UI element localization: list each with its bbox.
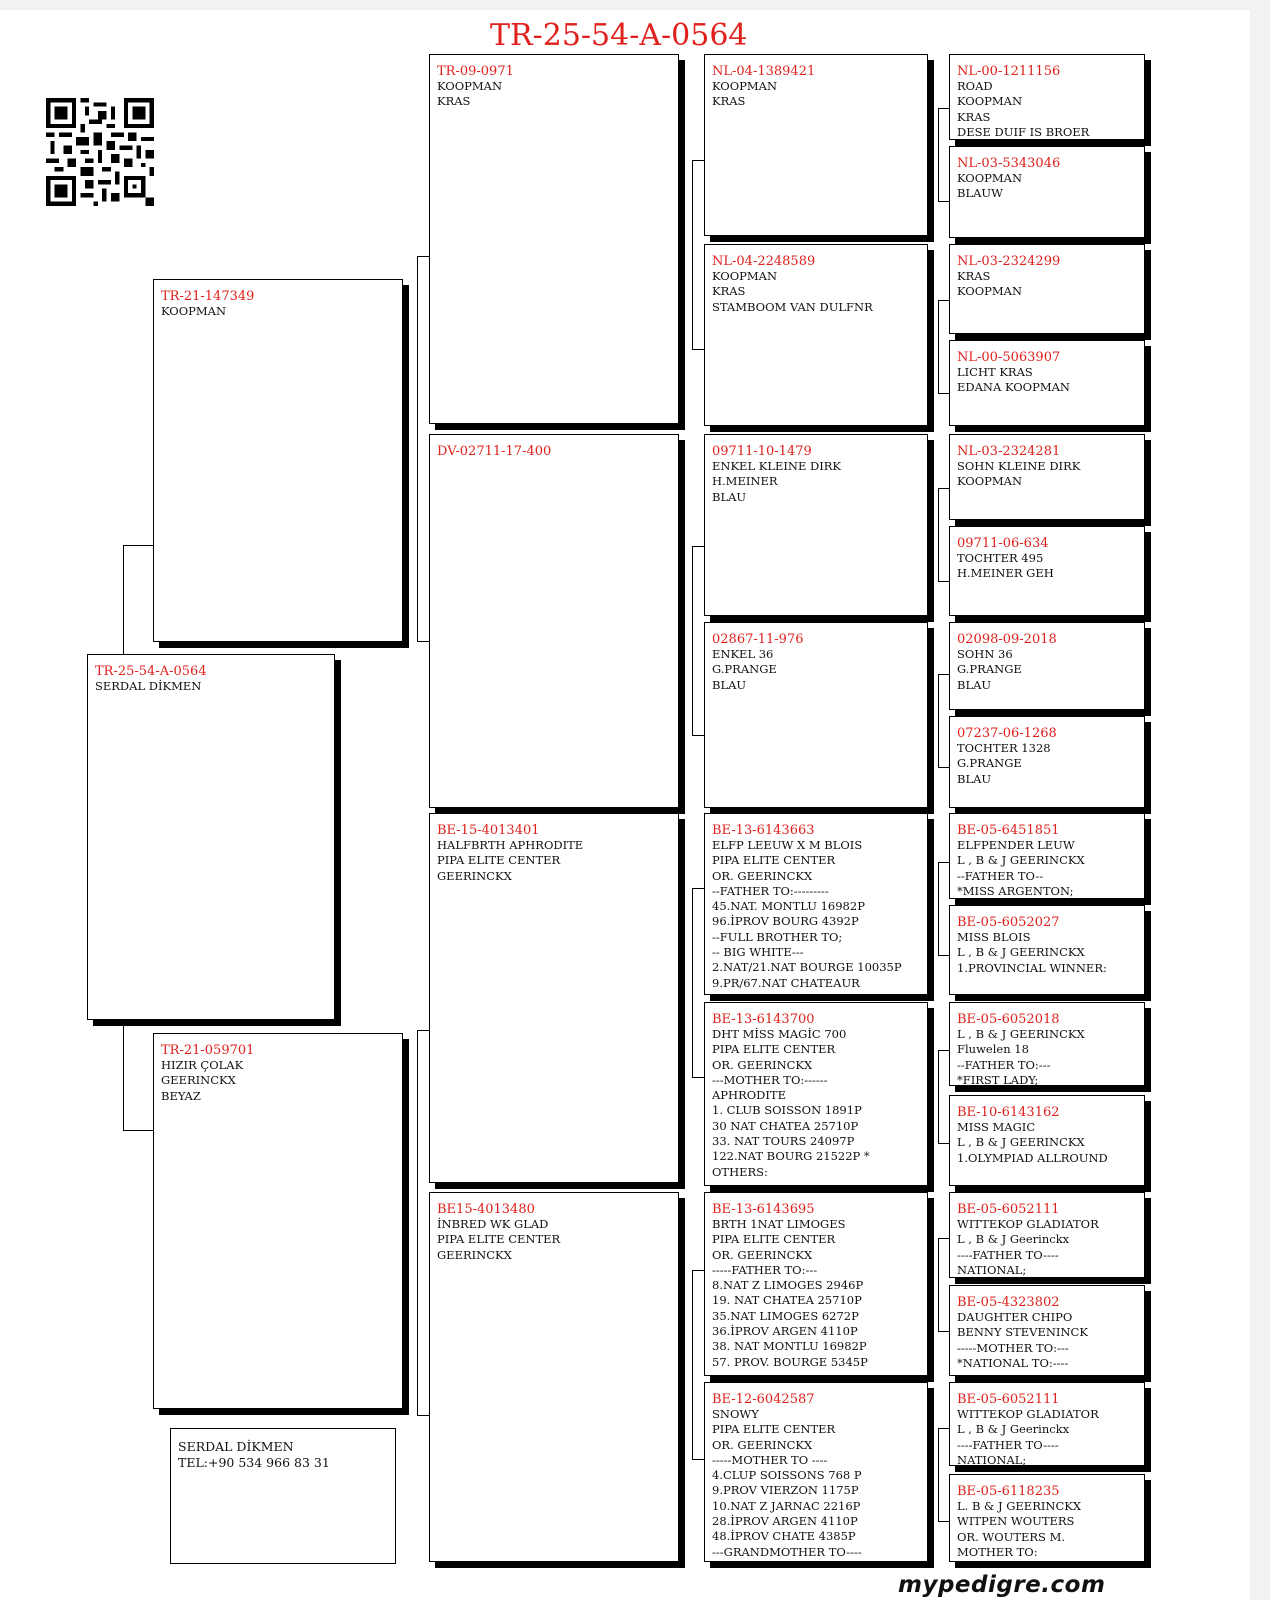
- connector-dam: [417, 1030, 429, 1416]
- pigeon-info-line: DHT MİSS MAGİC 700: [712, 1027, 847, 1041]
- ring-number: BE-10-6143162: [957, 1105, 1060, 1120]
- pigeon-info-line: MOTHER TO:: [957, 1544, 1038, 1559]
- pigeon-info-line: WITPEN WOUTERS: [957, 1514, 1075, 1529]
- pigeon-info-line: OR. GEERINCKX: [712, 1247, 813, 1262]
- pedigree-card-sdds: [949, 622, 1145, 710]
- pedigree-card-dssd: [949, 905, 1145, 995]
- pigeon-info-line: PIPA ELITE CENTER: [437, 1232, 561, 1247]
- pedigree-card-ddss: [949, 1192, 1145, 1278]
- pigeon-info-line: KRAS: [957, 269, 991, 283]
- pigeon-info-line: --FATHER TO--: [957, 868, 1044, 883]
- pigeon-info-line: KOOPMAN: [957, 474, 1023, 489]
- pigeon-info-line: *MISS ARGENTON;: [957, 883, 1074, 898]
- ring-number: BE-05-4323802: [957, 1295, 1060, 1310]
- pedigree-card-ddsd: [949, 1285, 1145, 1376]
- pedigree-card-dam-sire: [429, 813, 679, 1183]
- pigeon-info-line: HIZIR ÇOLAK: [161, 1058, 244, 1072]
- pigeon-info-line: 36.İPROV ARGEN 4110P: [712, 1324, 858, 1339]
- pedigree-card-ssds: [949, 244, 1145, 334]
- pigeon-info-line: MISS MAGIC: [957, 1120, 1036, 1134]
- pedigree-page: [0, 10, 1250, 1600]
- ring-number: BE-12-6042587: [712, 1392, 815, 1407]
- pigeon-info-line: 122.NAT BOURG 21522P *: [712, 1149, 870, 1164]
- pigeon-info-line: 9.PROV VIERZON 1175P: [712, 1483, 859, 1498]
- ring-number: BE-05-6052018: [957, 1012, 1060, 1027]
- pigeon-info-line: PIPA ELITE CENTER: [437, 853, 561, 868]
- pigeon-info-line: L , B & J Geerinckx: [957, 1232, 1070, 1247]
- ring-number: 09711-06-634: [957, 536, 1049, 551]
- pigeon-info-line: HALFBRTH APHRODITE: [437, 838, 584, 852]
- pigeon-info-line: NATIONAL;: [957, 1452, 1027, 1466]
- owner-phone: TEL:+90 534 966 83 31: [178, 1455, 330, 1470]
- pedigree-card-dsdd: [949, 1095, 1145, 1186]
- ring-number: BE-05-6451851: [957, 823, 1060, 838]
- pigeon-info-line: 9.PR/67.NAT CHATEAUR: [712, 975, 860, 990]
- connector-sire: [417, 256, 429, 642]
- pigeon-info-line: GEERINCKX: [161, 1073, 236, 1088]
- ring-number: NL-04-1389421: [712, 64, 816, 79]
- pedigree-card-dam: [153, 1033, 403, 1409]
- pigeon-info-line: 10.NAT Z JARNAC 2216P: [712, 1498, 861, 1513]
- pigeon-info-line: L , B & J GEERINCKX: [957, 1027, 1085, 1041]
- ring-number: BE-13-6143663: [712, 823, 815, 838]
- brand-logo-text: mypedigre.com: [898, 1572, 1106, 1598]
- pigeon-info-line: -- BIG WHITE---: [712, 945, 804, 960]
- pigeon-info-line: 48.İPROV CHATE 4385P: [712, 1529, 856, 1544]
- pigeon-info-line: BLAU: [957, 771, 992, 786]
- pigeon-info-line: 33. NAT TOURS 24097P: [712, 1134, 855, 1149]
- pedigree-card-sdsd: [949, 526, 1145, 616]
- pedigree-card-dsss: [949, 813, 1145, 899]
- pigeon-info-line: KOOPMAN: [957, 284, 1023, 299]
- pigeon-info-line: 4.CLUP SOISSONS 768 P: [712, 1468, 862, 1483]
- pigeon-info-line: 30 NAT CHATEA 25710P: [712, 1118, 859, 1133]
- pedigree-card-sire-sire: [429, 54, 679, 424]
- pigeon-info-line: KOOPMAN: [957, 94, 1023, 109]
- pigeon-info-line: G.PRANGE: [957, 662, 1022, 677]
- pigeon-info-line: KOOPMAN: [712, 269, 778, 283]
- pigeon-info-line: PIPA ELITE CENTER: [712, 1042, 836, 1057]
- pigeon-info-line: 28.İPROV ARGEN 4110P: [712, 1514, 858, 1529]
- pigeon-info-line: KOOPMAN: [161, 304, 227, 318]
- pedigree-card-sire-dam: [429, 434, 679, 808]
- ring-number: BE-05-6118235: [957, 1484, 1060, 1499]
- ring-number: BE-05-6052027: [957, 915, 1060, 930]
- pigeon-info-line: BENNY STEVENINCK: [957, 1325, 1088, 1340]
- pigeon-info-line: L , B & J GEERINCKX: [957, 945, 1085, 960]
- pigeon-info-line: H.MEINER: [712, 474, 778, 489]
- pedigree-card-sssd: [949, 146, 1145, 238]
- pigeon-info-line: SOHN KLEINE DIRK: [957, 459, 1081, 473]
- ring-number: NL-03-2324281: [957, 444, 1061, 459]
- pigeon-info-line: ROAD: [957, 79, 993, 93]
- pigeon-info-line: SNOWY: [712, 1407, 759, 1421]
- pigeon-info-line: L. B & J GEERINCKX: [957, 1499, 1082, 1513]
- pigeon-info-line: GEERINCKX: [437, 1247, 512, 1262]
- connector-ss: [692, 160, 704, 350]
- ring-number: NL-03-2324299: [957, 254, 1061, 269]
- ring-number: NL-00-5063907: [957, 350, 1061, 365]
- pigeon-info-line: *NATIONAL TO:----: [957, 1355, 1069, 1370]
- pigeon-info-line: --FATHER TO:---------: [712, 883, 829, 898]
- pigeon-info-line: EDANA KOOPMAN: [957, 380, 1070, 395]
- pigeon-info-line: 8.NAT Z LIMOGES 2946P: [712, 1278, 864, 1293]
- pigeon-info-line: BRTH 1NAT LIMOGES: [712, 1217, 846, 1231]
- pigeon-info-line: BEYAZ: [161, 1088, 201, 1103]
- pigeon-info-line: OR. GEERINCKX: [712, 1437, 813, 1452]
- pigeon-info-line: GEERINCKX: [437, 868, 512, 883]
- pedigree-card-ssd: [704, 244, 928, 426]
- pigeon-info-line: ENKEL 36: [712, 647, 774, 661]
- pigeon-info-line: TOCHTER 1328: [957, 741, 1051, 755]
- pedigree-card-sdss: [949, 434, 1145, 520]
- owner-contact-box: [170, 1428, 396, 1564]
- pedigree-card-dss: [704, 813, 928, 995]
- pigeon-info-line: --FATHER TO:---: [957, 1057, 1051, 1072]
- ring-number: NL-04-2248589: [712, 254, 816, 269]
- pigeon-info-line: 1.PROVINCIAL WINNER:: [957, 960, 1107, 975]
- pigeon-info-line: ----FATHER TO----: [957, 1437, 1059, 1452]
- ring-number: 02098-09-2018: [957, 632, 1057, 647]
- pigeon-info-line: PIPA ELITE CENTER: [712, 1422, 836, 1437]
- pigeon-info-line: WITTEKOP GLADIATOR: [957, 1407, 1099, 1421]
- pedigree-card-sds: [704, 434, 928, 616]
- pigeon-info-line: PIPA ELITE CENTER: [712, 853, 836, 868]
- pedigree-card-dsd: [704, 1002, 928, 1186]
- pigeon-info-line: L , B & J GEERINCKX: [957, 1135, 1085, 1150]
- pigeon-info-line: 1.OLYMPIAD ALLROUND: [957, 1150, 1108, 1165]
- pigeon-info-line: OTHERS:: [712, 1164, 768, 1179]
- pedigree-card-dds: [704, 1192, 928, 1376]
- pedigree-card-sire: [153, 279, 403, 642]
- pedigree-card-ddds: [949, 1382, 1145, 1466]
- pigeon-info-line: 35.NAT LIMOGES 6272P: [712, 1308, 859, 1323]
- pigeon-info-line: WITTEKOP GLADIATOR: [957, 1217, 1099, 1231]
- pigeon-info-line: KOOPMAN: [957, 171, 1023, 185]
- pedigree-card-sddd: [949, 716, 1145, 808]
- pigeon-info-line: APHRODITE: [712, 1088, 786, 1103]
- pigeon-info-line: -----MOTHER TO ----: [712, 1452, 828, 1467]
- qr-code-icon: [46, 98, 154, 206]
- pedigree-card-sdd: [704, 622, 928, 808]
- ring-number: BE-15-4013401: [437, 823, 540, 838]
- connector-ds: [692, 888, 704, 1078]
- pigeon-info-line: L , B & J Geerinckx: [957, 1422, 1070, 1437]
- pedigree-card-subject: [87, 654, 335, 1020]
- pigeon-info-line: ELFP LEEUW X M BLOIS: [712, 838, 863, 852]
- ring-number: 09711-10-1479: [712, 444, 812, 459]
- pigeon-info-line: 57. PROV. BOURGE 5345P: [712, 1354, 868, 1369]
- pigeon-info-line: ENKEL KLEINE DIRK: [712, 459, 842, 473]
- pigeon-info-line: G.PRANGE: [712, 662, 777, 677]
- pigeon-info-line: DESE DUIF IS BROER: [957, 124, 1090, 139]
- ring-number: TR-09-0971: [437, 64, 514, 79]
- ring-number: TR-21-059701: [161, 1043, 255, 1058]
- pigeon-info-line: STAMBOOM VAN DULFNR: [712, 299, 873, 314]
- pigeon-info-line: BLAU: [957, 677, 992, 692]
- pigeon-info-line: OR. WOUTERS M.: [957, 1529, 1066, 1544]
- pigeon-info-line: -----MOTHER TO:---: [957, 1340, 1069, 1355]
- ring-number: TR-21-147349: [161, 289, 255, 304]
- pigeon-info-line: PIPA ELITE CENTER: [712, 1232, 836, 1247]
- pigeon-info-line: Fluwelen 18: [957, 1042, 1029, 1057]
- pedigree-card-dam-dam: [429, 1192, 679, 1562]
- pigeon-info-line: *FIRST LADY;: [957, 1072, 1039, 1086]
- pedigree-card-dsds: [949, 1002, 1145, 1086]
- page-title: TR-25-54-A-0564: [490, 18, 748, 53]
- pigeon-info-line: KRAS: [712, 94, 746, 109]
- ring-number: NL-03-5343046: [957, 156, 1061, 171]
- pigeon-info-line: NATIONAL;: [957, 1262, 1027, 1277]
- pigeon-info-line: KOOPMAN: [437, 79, 503, 93]
- ring-number: 07237-06-1268: [957, 726, 1057, 741]
- pigeon-info-line: BLAUW: [957, 186, 1003, 201]
- pigeon-info-line: BLAU: [712, 677, 747, 692]
- pigeon-info-line: ELFPENDER LEUW: [957, 838, 1075, 852]
- pigeon-info-line: 19. NAT CHATEA 25710P: [712, 1293, 862, 1308]
- pedigree-card-sss: [704, 54, 928, 236]
- pedigree-card-ssss: [949, 54, 1145, 140]
- pigeon-info-line: KOOPMAN: [712, 79, 778, 93]
- pigeon-info-line: SOHN 36: [957, 647, 1013, 661]
- pigeon-info-line: --FULL BROTHER TO;: [712, 929, 843, 944]
- ring-number: BE-13-6143700: [712, 1012, 815, 1027]
- ring-number: BE-05-6052111: [957, 1202, 1060, 1217]
- pedigree-card-ssdd: [949, 340, 1145, 426]
- pigeon-info-line: DAUGHTER CHIPO: [957, 1310, 1073, 1324]
- pigeon-info-line: ---GRANDMOTHER TO----: [712, 1544, 862, 1559]
- pigeon-info-line: KRAS: [957, 109, 991, 124]
- pigeon-info-line: H.MEINER GEH: [957, 566, 1054, 581]
- pigeon-info-line: 38. NAT MONTLU 16982P: [712, 1339, 867, 1354]
- pigeon-info-line: 45.NAT. MONTLU 16982P: [712, 899, 865, 914]
- ring-number: DV-02711-17-400: [437, 444, 552, 459]
- ring-number: 02867-11-976: [712, 632, 804, 647]
- pigeon-info-line: ----FATHER TO----: [957, 1247, 1059, 1262]
- pigeon-info-line: OR. GEERINCKX: [712, 1057, 813, 1072]
- ring-number: BE15-4013480: [437, 1202, 535, 1217]
- connector-sd: [692, 546, 704, 736]
- pigeon-info-line: SERDAL DİKMEN: [95, 679, 202, 693]
- pigeon-info-line: KRAS: [712, 284, 746, 299]
- pigeon-info-line: 1. CLUB SOISSON 1891P: [712, 1103, 862, 1118]
- pigeon-info-line: 2.NAT/21.NAT BOURGE 10035P: [712, 960, 902, 975]
- pigeon-info-line: KRAS: [437, 94, 471, 109]
- pigeon-info-line: 96.İPROV BOURG 4392P: [712, 914, 859, 929]
- ring-number: TR-25-54-A-0564: [95, 664, 207, 679]
- pigeon-info-line: OR. GEERINCKX: [712, 868, 813, 883]
- ring-number: BE-05-6052111: [957, 1392, 1060, 1407]
- pigeon-info-line: -----FATHER TO:---: [712, 1262, 818, 1277]
- ring-number: BE-13-6143695: [712, 1202, 815, 1217]
- pedigree-card-ddd: [704, 1382, 928, 1562]
- ring-number: NL-00-1211156: [957, 64, 1061, 79]
- pigeon-info-line: İNBRED WK GLAD: [437, 1217, 549, 1231]
- pedigree-card-dddd: [949, 1474, 1145, 1562]
- pigeon-info-line: L , B & J GEERINCKX: [957, 853, 1085, 868]
- pigeon-info-line: G.PRANGE: [957, 756, 1022, 771]
- pigeon-info-line: ---MOTHER TO:------: [712, 1072, 828, 1087]
- owner-name: SERDAL DİKMEN: [178, 1439, 294, 1454]
- pigeon-info-line: LICHT KRAS: [957, 365, 1033, 379]
- pigeon-info-line: BLAU: [712, 489, 747, 504]
- connector-dd: [692, 1270, 704, 1460]
- pigeon-info-line: TOCHTER 495: [957, 551, 1044, 565]
- pigeon-info-line: MISS BLOIS: [957, 930, 1031, 944]
